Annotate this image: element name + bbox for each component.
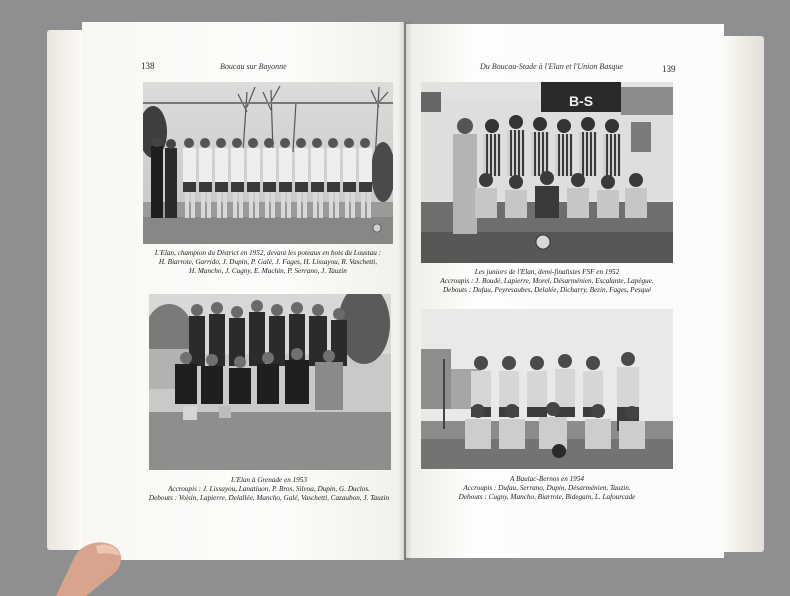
right-running-head: Du Boucau-Stade à l'Elan et l'Union Basque [480,62,623,71]
photo-baulac-bernos-1954 [421,309,673,469]
thumb-holding-book [56,536,130,596]
sign-text: B-S [568,93,594,109]
photo-elan-champion-1952 [143,82,393,244]
caption-line: A Baulac-Bernos en 1954 [510,475,584,483]
caption-line: Accroupis : Dufau, Serrano, Dupin, Désarménien, Tauzin. [463,484,631,493]
photo-elan-grenade-1953 [149,294,391,470]
photo-elan-grenade-1953-image [149,294,391,470]
caption-line: Accroupis : J. Lissayou, Lanatiuon, P. Bros, Silvoa, Dupin, G. Duclos. [168,485,370,494]
right-page-stack [718,36,764,552]
caption-line: Debouts : Cugny, Mancho, Biarrote, Bidegain, L. Lafourcade [458,493,636,502]
photo-baulac-bernos-1954-image [421,309,673,469]
photo-elan-champion-1952-image [143,82,393,244]
left-page-stack [47,30,87,550]
caption-line: Les juniors de l'Elan, demi-finalistes FSF en 1952 [474,268,620,276]
caption-line: L'Elan à Grenade en 1953 [231,476,307,484]
caption-line: Accroupis : J. Boudé, Lapierre, Morel, Désarménien, Escalante, Lapègue. [440,277,654,286]
caption-elan-champion-1952 [143,249,393,277]
photo-juniors-1952 [421,82,673,263]
left-running-head: Boucau sur Bayonne [220,62,287,71]
left-page-number: 138 [141,61,155,71]
caption-line: L'Elan, champion du District en 1952, devant les poteaux en bois du Loustau : [154,249,382,257]
book-gutter [398,22,412,560]
caption-elan-grenade-1953 [143,476,395,504]
right-page-number: 139 [662,64,676,74]
caption-line: H. Biarrote, Garrido, J. Dupin, P. Galé, J. Fages, H. Lissayou, R. Vaschetti, [158,258,378,267]
caption-line: Debouts : Dufau, Peyresaubes, Delalée, Dicharry, Bezin, Fages, Pesqué [442,286,652,295]
caption-line: Debouts : Voisin, Lapierre, Delallée, Mancho, Galé, Vaschetti, Cazaubon, J. Tauzin [148,494,390,503]
caption-line: H. Mancho, J. Cugny, E. Machin, P. Serrano, J. Tauzin [189,267,347,276]
caption-juniors-1952 [417,268,677,296]
caption-baulac-bernos-1954 [417,475,677,503]
photo-juniors-1952-image [421,82,673,263]
